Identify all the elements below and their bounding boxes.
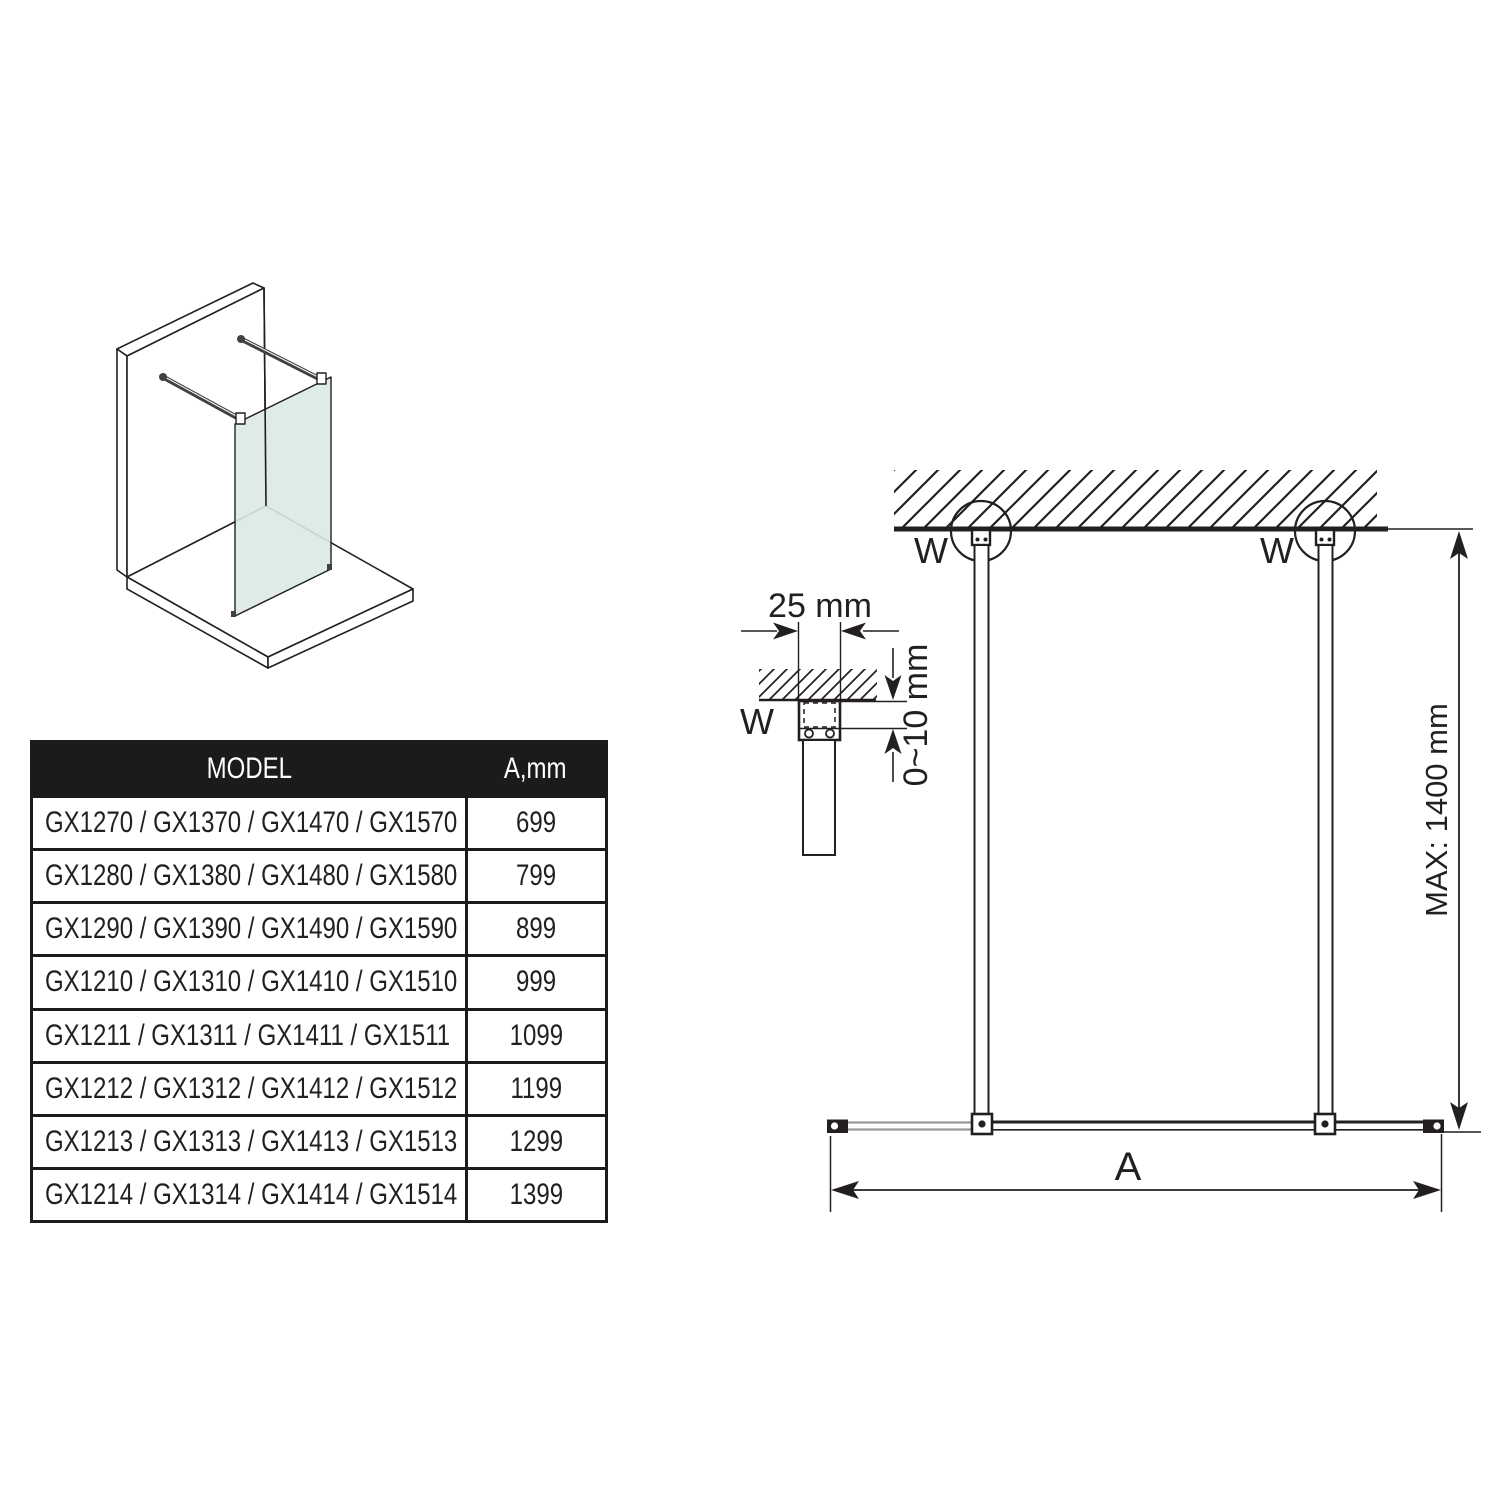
detail-arrow-right [841,623,866,640]
dimension-cell [465,1170,605,1220]
bracket-screw [1320,538,1324,542]
model-codes: GX1270 / GX1370 / GX1470 / GX1570 [45,806,458,840]
table-row [33,1061,605,1114]
table-row [33,795,605,848]
model-dimension-table [30,740,608,1223]
dimension-value: 799 [516,859,557,893]
model-cell [33,957,465,1007]
wall-anchor-lower [159,373,167,381]
max-height-label: MAX: 1400 mm [1419,703,1454,917]
model-codes: GX1210 / GX1310 / GX1410 / GX1510 [45,965,458,999]
detail-screw-left [805,730,813,738]
glass-panel-top-view [827,1114,1444,1134]
table-header [33,743,605,795]
dimension-cell [465,904,605,954]
glass-foot-right [327,564,332,570]
header-model-label: MODEL [206,752,292,785]
model-codes: GX1212 / GX1312 / GX1412 / GX1512 [45,1071,458,1105]
header-model [33,752,465,786]
detail-screw-right [826,730,834,738]
model-codes: GX1214 / GX1314 / GX1414 / GX1514 [45,1177,458,1211]
model-codes: GX1290 / GX1390 / GX1490 / GX1590 [45,912,458,946]
end-cap-screw-left [831,1122,838,1129]
max-height-dimension [1419,531,1481,1132]
table-row [33,1167,605,1220]
bracket-width-label: 25 mm [768,587,872,625]
isometric-panel-drawing [117,283,413,668]
model-cell [33,1170,465,1220]
ceiling-wall-hatch [894,470,1377,527]
header-a-mm-label: A,mm [503,752,567,785]
dimension-cell [465,1117,605,1167]
model-codes: GX1213 / GX1313 / GX1413 / GX1513 [45,1124,458,1158]
model-cell [33,851,465,901]
table-row [33,848,605,901]
model-cell [33,798,465,848]
model-codes: GX1211 / GX1311 / GX1411 / GX1511 [45,1018,451,1052]
wall-anchor-upper [237,335,245,343]
glass-clamp-upper [317,373,326,384]
bracket-screw [976,538,980,542]
dimension-cell [465,1064,605,1114]
detail-wall-hatch [759,669,877,699]
dimension-cell [465,798,605,848]
dimension-value: 1199 [510,1071,563,1105]
table-row [33,901,605,954]
dimension-cell [465,851,605,901]
support-bar-right [1319,545,1333,1115]
table-row [33,1008,605,1061]
dimension-cell [465,1011,605,1061]
wall-bracket-left [972,530,990,545]
dimension-value: 699 [516,806,557,840]
model-cell [33,1011,465,1061]
panel-width-dimension [831,1134,1442,1212]
glass-foot-left [231,611,236,617]
table-row [33,954,605,1007]
connector-screw [1321,1120,1328,1127]
panel-width-label: A [1114,1145,1142,1189]
dimension-value: 1399 [509,1177,564,1211]
dimension-cell [465,957,605,1007]
dimension-value: 1299 [509,1124,564,1158]
glass-clamp-lower [236,413,245,424]
end-cap-screw-right [1433,1122,1440,1129]
wall-bracket-right [1316,530,1334,545]
dimension-value: 1099 [509,1018,564,1052]
installation-diagram [827,470,1481,1212]
wall-marker-right: W [1260,530,1294,571]
connector-screw [978,1120,985,1127]
model-cell [33,1064,465,1114]
detail-wall-marker: W [740,701,774,742]
header-a-mm [465,752,605,786]
model-codes: GX1280 / GX1380 / GX1480 / GX1580 [45,859,458,893]
detail-support-bar [803,740,835,855]
wall-marker-left: W [914,530,948,571]
dimension-value: 899 [516,912,557,946]
wall-side-face [117,349,127,577]
wall-gap-label: 0~10 mm [897,643,935,787]
table-row [33,1114,605,1167]
model-cell [33,1117,465,1167]
support-bar-left [975,545,989,1115]
bracket-screw [984,538,988,542]
dimension-value: 999 [516,965,557,999]
bracket-detail-drawing [740,587,935,855]
bracket-screw [1328,538,1332,542]
model-cell [33,904,465,954]
